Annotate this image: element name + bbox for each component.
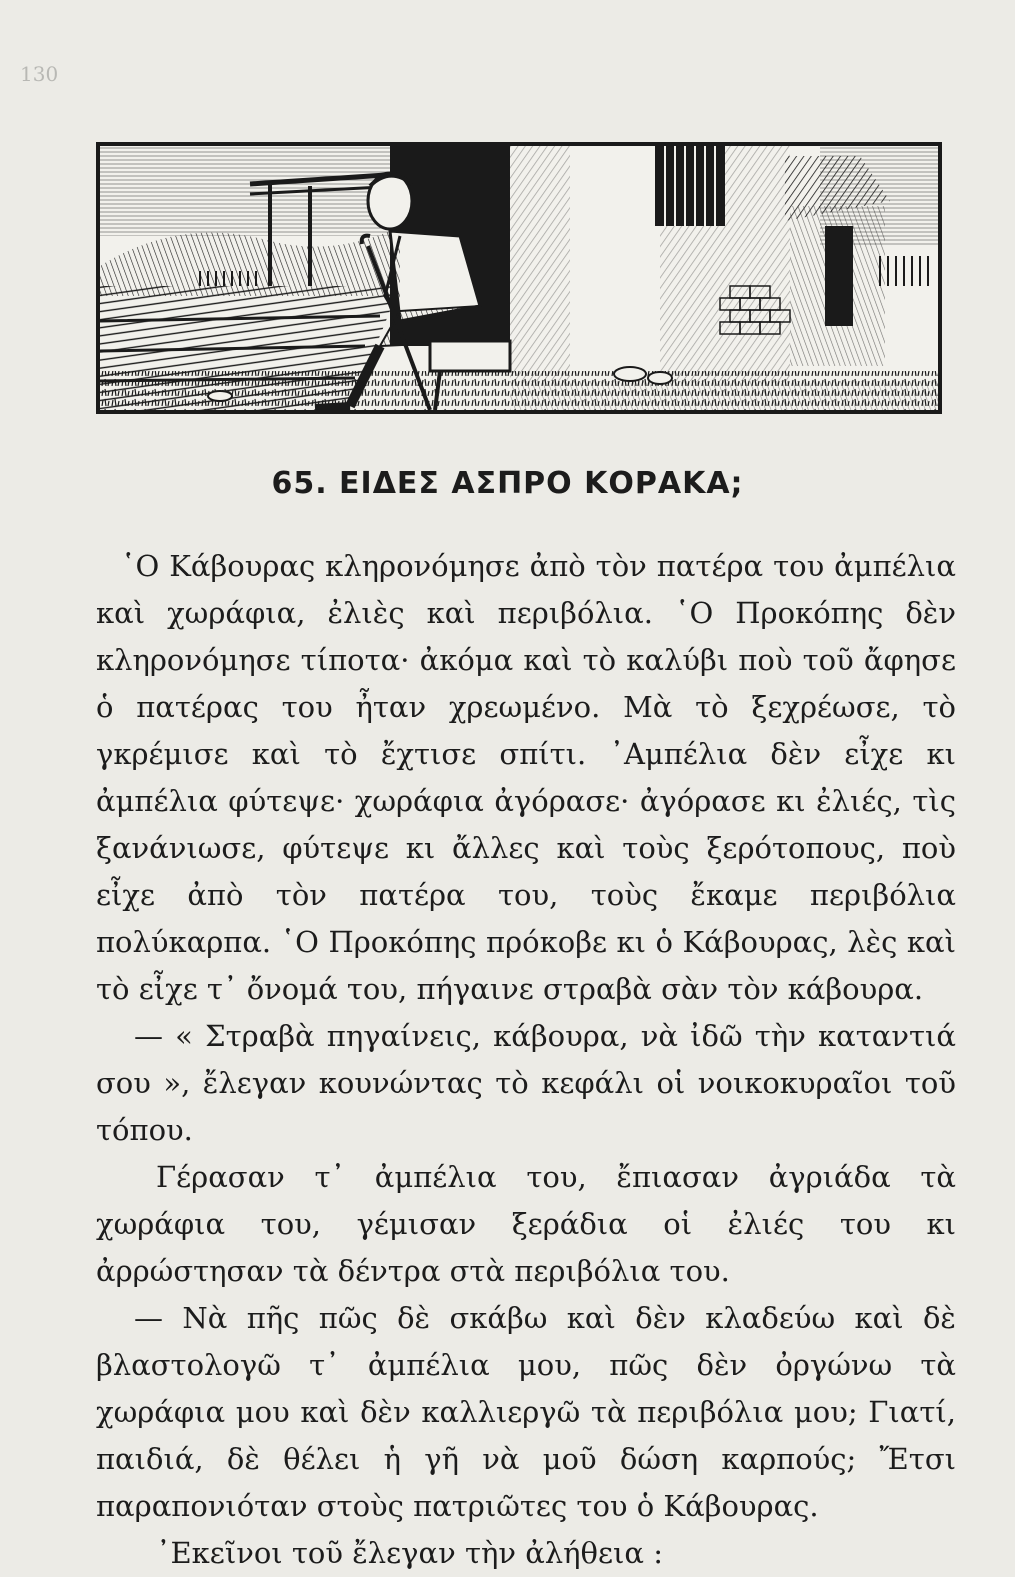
page-number: 130 — [20, 62, 59, 86]
paragraph: ᾿Εκεῖνοι τοῦ ἔλεγαν τὴν ἀλήθεια : — [156, 1536, 663, 1570]
paragraph: Γέρασαν τ᾿ ἀμπέλια του, ἔπιασαν ἀγριάδα τὰ χωράφια του, γέμισαν ξεράδια οἱ ἐλιές του κι ἀρρώστησαν τὰ δέντρα στὰ περιβόλια του. — [96, 1160, 956, 1288]
woodcut-illustration — [96, 142, 942, 414]
body-text — [96, 543, 956, 1577]
paragraph: ῾Ο Κάβουρας κληρονόμησε ἀπὸ τὸν πατέρα του ἀμπέλια καὶ χωράφια, ἐλιὲς καὶ περιβόλια. ῾Ο Προκόπης δὲν κληρονόμησε τίποτα· ἀκόμα καὶ τὸ καλύβι ποὺ τοῦ ἄφησε ὁ πατέρας του ἦταν χρεωμένο. Μὰ τὸ ξεχρέωσε, τὸ γκρέμισε καὶ τὸ ἔχτισε σπίτι. ᾿Αμπέλια δὲν εἶχε κι ἀμπέλια φύτεψε· χωράφια ἀγόρασε· ἀγόρασε κι ἐλιές, τὶς ξανάνιωσε, φύτεψε κι ἄλλες καὶ τοὺς ξερότοπους, ποὺ εἶχε ἀπὸ τὸν πατέρα του, τοὺς ἔκαμε περιβόλια πολύκαρπα. ῾Ο Προκόπης πρόκοβε κι ὁ Κάβουρας, λὲς καὶ τὸ εἶχε τ᾿ ὄνομά του, πήγαινε στραβὰ σὰν τὸν κάβουρα. — [96, 549, 956, 1006]
paragraph: — « Στραβὰ πηγαίνεις, κάβουρα, νὰ ἰδῶ τὴν καταντιά σου », ἔλεγαν κουνώντας τὸ κεφάλι οἱ νοικοκυραῖοι τοῦ τόπου. — [96, 1019, 956, 1147]
chapter-title: 65. ΕΙΔΕΣ ΑΣΠΡΟ ΚΟΡΑΚΑ; — [271, 466, 744, 501]
paragraph: — Νὰ πῆς πῶς δὲ σκάβω καὶ δὲν κλαδεύω καὶ δὲ βλαστολογῶ τ᾿ ἀμπέλια μου, πῶς δὲν ὀργώνω τὰ χωράφια μου καὶ δὲν καλλιεργῶ τὰ περιβόλια μου; Γιατί, παιδιά, δὲ θέλει ἡ γῆ νὰ μοῦ δώση καρπούς; Ἔτσι παραπονιόταν στοὺς πατριῶτες του ὁ Κάβουρας. — [96, 1301, 956, 1523]
